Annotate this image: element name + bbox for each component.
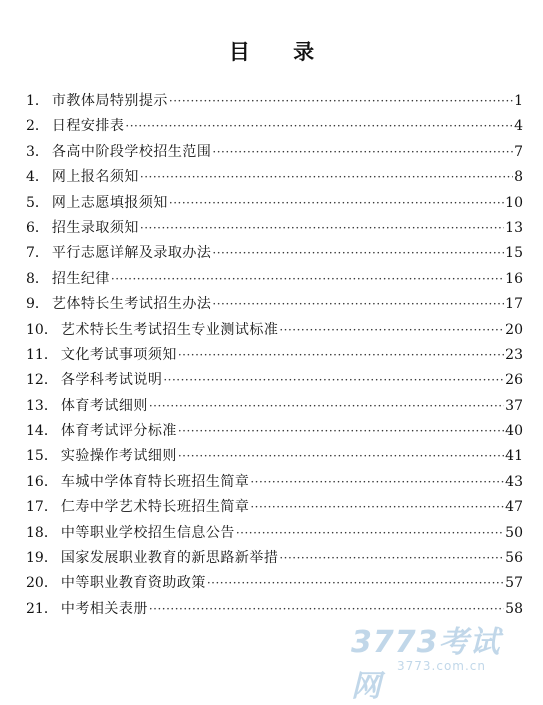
toc-dot-leader xyxy=(178,348,504,362)
toc-entry[interactable] xyxy=(26,90,523,115)
toc-entry-page-number: 8 xyxy=(514,169,523,186)
toc-entry-title: 体育考试评分标准 xyxy=(60,423,177,440)
toc-dot-leader xyxy=(250,500,504,514)
toc-entry-title: 招生纪律 xyxy=(51,270,110,287)
toc-dot-leader xyxy=(169,94,513,108)
toc-entry-page-number: 20 xyxy=(505,321,523,338)
toc-entry-page-number: 26 xyxy=(505,372,523,389)
toc-dot-leader xyxy=(207,576,504,590)
table-of-contents xyxy=(26,90,523,623)
toc-entry[interactable] xyxy=(26,496,523,521)
toc-dot-leader xyxy=(250,475,504,489)
watermark-url: 3773.com.cn xyxy=(397,659,486,673)
toc-entry[interactable] xyxy=(26,293,523,318)
toc-entry-page-number: 13 xyxy=(505,219,523,236)
toc-entry-page-number: 56 xyxy=(505,550,523,567)
toc-entry-page-number: 47 xyxy=(505,499,523,516)
toc-entry-number: 6． xyxy=(26,219,49,236)
toc-dot-leader xyxy=(212,297,504,311)
toc-entry-title: 日程安排表 xyxy=(51,118,125,135)
toc-entry-number: 17． xyxy=(26,499,58,516)
toc-entry-title: 艺术特长生考试招生专业测试标准 xyxy=(60,321,279,338)
toc-dot-leader xyxy=(149,399,504,413)
toc-entry-number: 10． xyxy=(26,321,58,338)
toc-entry-title: 中等职业学校招生信息公告 xyxy=(60,524,235,541)
toc-entry[interactable] xyxy=(26,395,523,420)
toc-dot-leader xyxy=(212,246,504,260)
toc-entry-number: 4． xyxy=(26,169,49,186)
toc-dot-leader xyxy=(169,196,504,210)
toc-entry-page-number: 16 xyxy=(505,270,523,287)
toc-dot-leader xyxy=(279,323,504,337)
toc-entry[interactable] xyxy=(26,471,523,496)
toc-entry[interactable] xyxy=(26,547,523,572)
toc-entry-number: 9． xyxy=(26,296,49,313)
toc-entry-number: 3． xyxy=(26,143,49,160)
toc-entry-title: 体育考试细则 xyxy=(60,397,148,414)
toc-entry-number: 1． xyxy=(26,93,49,109)
toc-dot-leader xyxy=(125,119,513,133)
toc-entry[interactable] xyxy=(26,522,523,547)
toc-entry-page-number: 37 xyxy=(505,397,523,414)
toc-entry-number: 5． xyxy=(26,194,49,211)
toc-entry-number: 20． xyxy=(26,575,58,592)
toc-entry-title: 文化考试事项须知 xyxy=(60,346,177,363)
toc-dot-leader xyxy=(149,602,504,616)
toc-dot-leader xyxy=(236,526,504,540)
toc-entry[interactable] xyxy=(26,141,523,166)
toc-dot-leader xyxy=(163,373,504,387)
toc-entry[interactable] xyxy=(26,115,523,140)
toc-entry-page-number: 40 xyxy=(505,423,523,440)
toc-dot-leader xyxy=(140,221,504,235)
toc-entry-title: 各学科考试说明 xyxy=(60,372,163,389)
toc-entry[interactable] xyxy=(26,572,523,597)
toc-entry-page-number: 41 xyxy=(505,448,523,465)
toc-entry-page-number: 17 xyxy=(505,296,523,313)
toc-entry-title: 实验操作考试细则 xyxy=(60,448,177,465)
toc-entry-title: 中考相关表册 xyxy=(60,600,148,617)
toc-entry[interactable] xyxy=(26,268,523,293)
toc-dot-leader xyxy=(178,449,504,463)
toc-entry-page-number: 23 xyxy=(505,346,523,363)
toc-entry-title: 各高中阶段学校招生范围 xyxy=(51,143,212,160)
toc-entry[interactable] xyxy=(26,420,523,445)
toc-entry-page-number: 4 xyxy=(514,118,523,135)
toc-entry[interactable] xyxy=(26,369,523,394)
toc-entry-number: 11． xyxy=(26,346,58,363)
toc-entry-number: 8． xyxy=(26,270,49,287)
toc-dot-leader xyxy=(212,145,513,159)
toc-entry-title: 艺体特长生考试招生办法 xyxy=(51,296,212,313)
toc-entry-page-number: 7 xyxy=(514,143,523,160)
toc-entry[interactable] xyxy=(26,344,523,369)
toc-entry[interactable] xyxy=(26,217,523,242)
page-title: 目 录 xyxy=(228,40,333,64)
toc-entry-title: 网上报名须知 xyxy=(51,169,139,186)
toc-dot-leader xyxy=(111,272,504,286)
toc-entry-number: 13． xyxy=(26,397,58,414)
toc-entry-title: 市教体局特别提示 xyxy=(51,93,168,109)
toc-entry-title: 车城中学体育特长班招生简章 xyxy=(60,473,250,490)
toc-entry-title: 平行志愿详解及录取办法 xyxy=(51,245,212,262)
watermark xyxy=(351,617,531,704)
toc-entry-page-number: 1 xyxy=(514,93,523,109)
toc-entry[interactable] xyxy=(26,166,523,191)
toc-entry-number: 14． xyxy=(26,423,58,440)
toc-entry-number: 12． xyxy=(26,372,58,389)
toc-entry-number: 16． xyxy=(26,473,58,490)
toc-entry-page-number: 57 xyxy=(505,575,523,592)
toc-dot-leader xyxy=(279,551,504,565)
toc-entry-number: 21． xyxy=(26,600,58,617)
watermark-logo: 3773考试网 xyxy=(351,625,501,704)
toc-entry-page-number: 58 xyxy=(505,600,523,617)
toc-entry-number: 15． xyxy=(26,448,58,465)
toc-entry-title: 中等职业教育资助政策 xyxy=(60,575,206,592)
toc-entry-number: 7． xyxy=(26,245,49,262)
toc-entry-page-number: 15 xyxy=(505,245,523,262)
toc-entry[interactable] xyxy=(26,445,523,470)
toc-entry-number: 18． xyxy=(26,524,58,541)
toc-entry-title: 仁寿中学艺术特长班招生简章 xyxy=(60,499,250,516)
toc-entry-title: 网上志愿填报须知 xyxy=(51,194,168,211)
toc-entry-page-number: 50 xyxy=(505,524,523,541)
toc-entry[interactable] xyxy=(26,242,523,267)
toc-entry-page-number: 10 xyxy=(505,194,523,211)
toc-dot-leader xyxy=(140,170,513,184)
toc-entry-page-number: 43 xyxy=(505,473,523,490)
toc-entry[interactable] xyxy=(26,319,523,344)
toc-entry-number: 2． xyxy=(26,118,49,135)
toc-dot-leader xyxy=(178,424,504,438)
toc-entry-number: 19． xyxy=(26,550,58,567)
toc-entry-title: 国家发展职业教育的新思路新举措 xyxy=(60,550,279,567)
toc-entry-title: 招生录取须知 xyxy=(51,219,139,236)
toc-entry[interactable] xyxy=(26,192,523,217)
